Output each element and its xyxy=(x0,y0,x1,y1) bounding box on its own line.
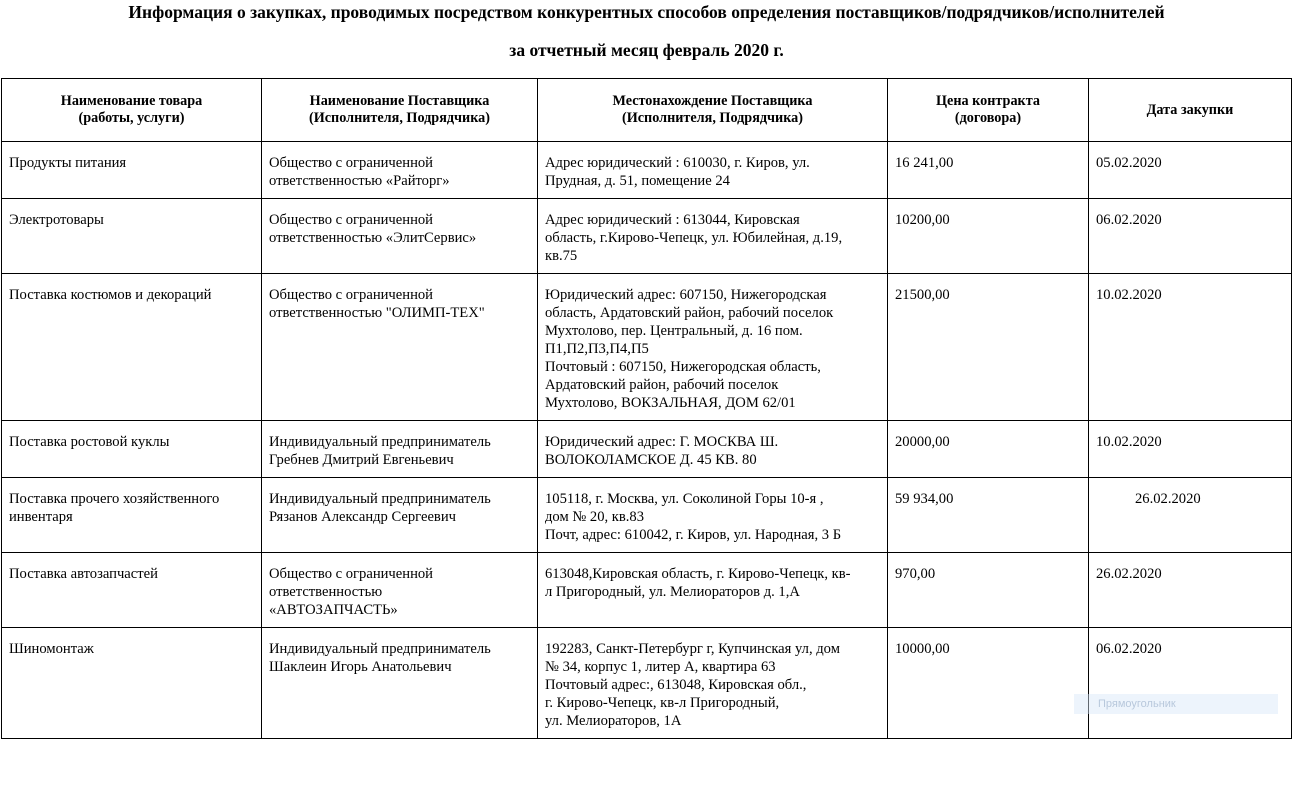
table-header-row xyxy=(2,79,1292,142)
cell-purchase-date: 06.02.2020 xyxy=(1089,628,1292,739)
header-purchase-date-line1: Дата закупки xyxy=(1146,101,1234,118)
cell-purchase-date: 06.02.2020 xyxy=(1089,199,1292,274)
cell-purchase-date: 10.02.2020 xyxy=(1089,421,1292,478)
cell-item-name: Поставка прочего хозяйственного инвентаря xyxy=(2,478,262,553)
cell-supplier-name: Общество с ограниченной ответственностью «ЭлитСервис» xyxy=(262,199,538,274)
header-item-name-line1: Наименование товара xyxy=(60,93,203,109)
table-row xyxy=(2,478,1292,553)
cell-supplier-name: Индивидуальный предприниматель Шаклеин Игорь Анатольевич xyxy=(262,628,538,739)
cell-purchase-date: 10.02.2020 xyxy=(1089,274,1292,421)
cell-item-name: Поставка костюмов и декораций xyxy=(2,274,262,421)
cell-contract-price: 10200,00 xyxy=(888,199,1089,274)
cell-supplier-name: Общество с ограниченной ответственностью "ОЛИМП-ТЕХ" xyxy=(262,274,538,421)
cell-item-name: Продукты питания xyxy=(2,142,262,199)
cell-supplier-address: Адрес юридический : 610030, г. Киров, ул. Прудная, д. 51, помещение 24 xyxy=(538,142,888,199)
cell-contract-price: 970,00 xyxy=(888,553,1089,628)
cell-contract-price: 21500,00 xyxy=(888,274,1089,421)
table-row xyxy=(2,553,1292,628)
cell-supplier-address: 613048,Кировская область, г. Кирово-Чепецк, кв- л Пригородный, ул. Мелиораторов д. 1,А xyxy=(538,553,888,628)
document-title: Информация о закупках, проводимых посредством конкурентных способов определения поставщиков/подрядчиков/исполнителей xyxy=(128,2,1165,22)
cell-supplier-address: Юридический адрес: 607150, Нижегородская область, Ардатовский район, рабочий поселок Мухтолово, пер. Центральный, д. 16 пом. П1,П2,П3,П4,П5 Почтовый : 607150, Нижегородская область, Ардатовский район, рабочий поселок Мухтолово, ВОКЗАЛЬНАЯ, ДОМ 62/01 xyxy=(538,274,888,421)
header-supplier-name-line1: Наименование Поставщика xyxy=(309,93,490,109)
cell-supplier-name: Общество с ограниченной ответственностью «АВТОЗАПЧАСТЬ» xyxy=(262,553,538,628)
cell-supplier-name: Общество с ограниченной ответственностью «Райторг» xyxy=(262,142,538,199)
header-contract-price-line1: Цена контракта xyxy=(936,93,1040,109)
header-contract-price-line2: (договора) xyxy=(954,110,1022,126)
table-row xyxy=(2,421,1292,478)
cell-item-name: Поставка автозапчастей xyxy=(2,553,262,628)
header-item-name-line2: (работы, услуги) xyxy=(78,110,185,126)
header-supplier-name-line2: (Исполнителя, Подрядчика) xyxy=(308,110,491,126)
table-row xyxy=(2,628,1292,739)
cell-purchase-date: 26.02.2020 xyxy=(1089,553,1292,628)
header-contract-price xyxy=(888,79,1089,142)
cell-item-name: Электротовары xyxy=(2,199,262,274)
table-row xyxy=(2,142,1292,199)
document-subtitle: за отчетный месяц февраль 2020 г. xyxy=(509,40,784,60)
cell-supplier-address: Адрес юридический : 613044, Кировская область, г.Кирово-Чепецк, ул. Юбилейная, д.19, кв.75 xyxy=(538,199,888,274)
cell-contract-price: 16 241,00 xyxy=(888,142,1089,199)
header-item-name xyxy=(2,79,262,142)
shape-placeholder[interactable] xyxy=(1074,694,1278,714)
shape-label: Прямоугольник xyxy=(1098,698,1176,710)
cell-purchase-date: 05.02.2020 xyxy=(1089,142,1292,199)
header-supplier-name xyxy=(262,79,538,142)
table-row xyxy=(2,199,1292,274)
cell-supplier-address: 105118, г. Москва, ул. Соколиной Горы 10-я , дом № 20, кв.83 Почт, адрес: 610042, г. Киров, ул. Народная, 3 Б xyxy=(538,478,888,553)
cell-supplier-address: Юридический адрес: Г. МОСКВА Ш. ВОЛОКОЛАМСКОЕ Д. 45 КВ. 80 xyxy=(538,421,888,478)
cell-supplier-name: Индивидуальный предприниматель Рязанов Александр Сергеевич xyxy=(262,478,538,553)
header-supplier-location-line2: (Исполнителя, Подрядчика) xyxy=(621,110,804,126)
cell-contract-price: 10000,00 xyxy=(888,628,1089,739)
cell-purchase-date: 26.02.2020 xyxy=(1089,478,1292,553)
table-body xyxy=(2,142,1292,739)
cell-item-name: Поставка ростовой куклы xyxy=(2,421,262,478)
cell-contract-price: 20000,00 xyxy=(888,421,1089,478)
cell-item-name: Шиномонтаж xyxy=(2,628,262,739)
header-purchase-date xyxy=(1089,79,1292,142)
header-supplier-location xyxy=(538,79,888,142)
table-row xyxy=(2,274,1292,421)
purchases-table xyxy=(1,78,1292,739)
cell-supplier-name: Индивидуальный предприниматель Гребнев Дмитрий Евгеньевич xyxy=(262,421,538,478)
cell-supplier-address: 192283, Санкт-Петербург г, Купчинская ул, дом № 34, корпус 1, литер А, квартира 63 Почтовый адрес:, 613048, Кировская обл., г. Кирово-Чепецк, кв-л Пригородный, ул. Мелиораторов, 1А xyxy=(538,628,888,739)
cell-contract-price: 59 934,00 xyxy=(888,478,1089,553)
header-supplier-location-line1: Местонахождение Поставщика xyxy=(612,93,813,109)
